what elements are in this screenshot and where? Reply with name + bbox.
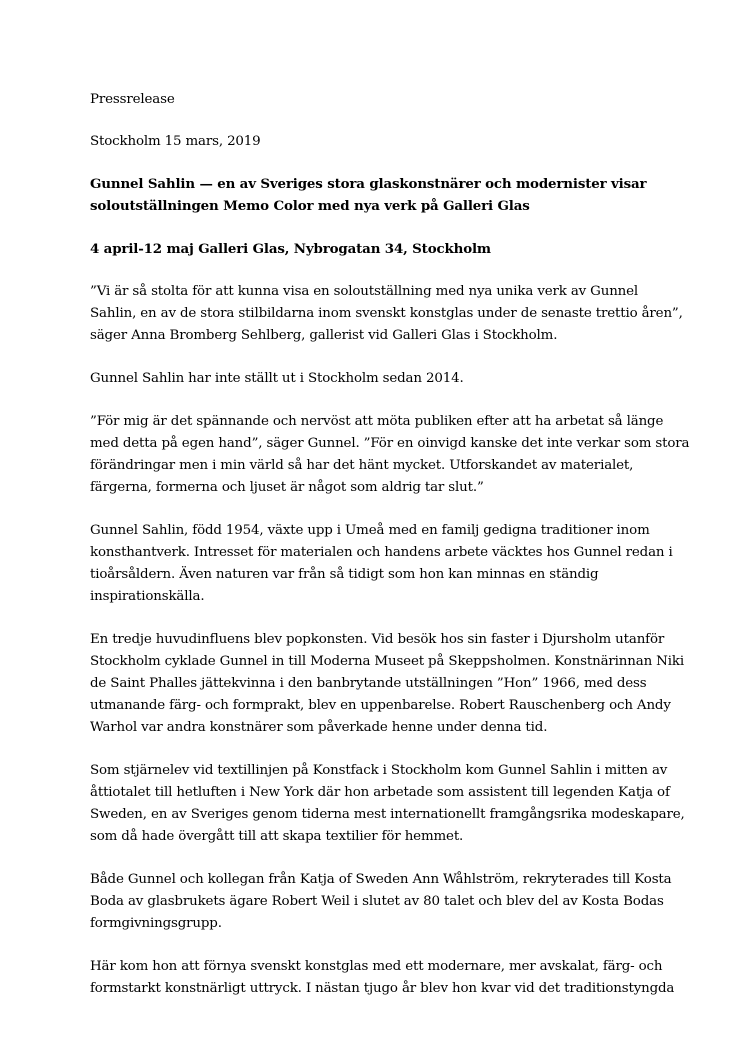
body-paragraph	[90, 411, 690, 499]
paragraph-line: säger Anna Bromberg Sehlberg, gallerist vid Galleri Glas i Stockholm.	[90, 328, 558, 343]
paragraph-line: Gunnel Sahlin, född 1954, växte upp i Umeå med en familj gedigna traditioner inom	[90, 523, 650, 538]
body-paragraph	[90, 760, 685, 848]
paragraph-line: inspirationskälla.	[90, 589, 205, 604]
paragraph-line: Som stjärnelev vid textillinjen på Konstfack i Stockholm kom Gunnel Sahlin i mitten av	[90, 763, 668, 778]
paragraph-line: ”Vi är så stolta för att kunna visa en soloutställning med nya unika verk av Gunnel	[90, 284, 639, 299]
paragraph-line: de Saint Phalles jättekvinna i den banbrytande utställningen ”Hon” 1966, med dess	[90, 676, 647, 691]
body-paragraph	[90, 368, 670, 390]
body-paragraph	[90, 281, 683, 347]
paragraph-line: En tredje huvudinfluens blev popkonsten. Vid besök hos sin faster i Djursholm utanför	[90, 632, 665, 647]
paragraph-line: Warhol var andra konstnärer som påverkade henne under denna tid.	[90, 720, 548, 735]
paragraph-line: som då hade övergått till att skapa textilier för hemmet.	[90, 829, 464, 844]
document-label	[90, 89, 670, 111]
event-line	[90, 238, 670, 260]
paragraph-line: Boda av glasbrukets ägare Robert Weil i slutet av 80 talet och blev del av Kosta Bodas	[90, 894, 664, 909]
headline-line: soloutställningen Memo Color med nya verk på Galleri Glas	[90, 198, 530, 214]
headline	[90, 173, 670, 217]
document-label-text: Pressrelease	[90, 92, 175, 107]
paragraph-line: förändringar men i min värld så har det hänt mycket. Utforskandet av materialet,	[90, 458, 634, 473]
paragraph-line: Stockholm cyklade Gunnel in till Moderna Museet på Skeppsholmen. Konstnärinnan Niki	[90, 654, 684, 669]
paragraph-line: med detta på egen hand”, säger Gunnel. ”För en oinvigd kanske det inte verkar som stora	[90, 436, 690, 451]
body-paragraph	[90, 629, 684, 739]
headline-line: Gunnel Sahlin — en av Sveriges stora glaskonstnärer och modernister visar	[90, 176, 647, 192]
dateline-text: Stockholm 15 mars, 2019	[90, 134, 261, 149]
dateline	[90, 131, 670, 153]
paragraph-line: konsthantverk. Intresset för materialen och handens arbete väcktes hos Gunnel redan i	[90, 545, 673, 560]
body-paragraph	[90, 956, 675, 1000]
paragraph-line: färgerna, formerna och ljuset är något som aldrig tar slut.”	[90, 480, 484, 495]
paragraph-line: Gunnel Sahlin har inte ställt ut i Stockholm sedan 2014.	[90, 371, 464, 386]
paragraph-line: Sweden, en av Sveriges genom tiderna mest internationellt framgångsrika modeskapare,	[90, 807, 685, 822]
body-paragraph	[90, 869, 670, 935]
paragraph-line: formstarkt konstnärligt uttryck. I nästan tjugo år blev hon kvar vid det traditionstyngda	[90, 981, 675, 996]
paragraph-line: formgivningsgrupp.	[90, 916, 222, 931]
event-line-text: 4 april-12 maj Galleri Glas, Nybrogatan 34, Stockholm	[90, 241, 491, 257]
paragraph-line: Sahlin, en av de stora stilbildarna inom svenskt konstglas under de senaste trettio åren”,	[90, 306, 683, 321]
paragraph-line: utmanande färg- och formprakt, blev en uppenbarelse. Robert Rauschenberg och Andy	[90, 698, 671, 713]
paragraph-line: ”För mig är det spännande och nervöst att möta publiken efter att ha arbetat så länge	[90, 414, 664, 429]
document-page	[90, 89, 690, 1000]
paragraph-line: tioårsåldern. Även naturen var från så tidigt som hon kan minnas en ständig	[90, 567, 599, 582]
body-paragraph	[90, 520, 673, 608]
paragraph-line: Både Gunnel och kollegan från Katja of Sweden Ann Wåhlström, rekryterades till Kosta	[90, 872, 672, 887]
paragraph-line: åttiotalet till hetluften i New York där hon arbetade som assistent till legenden Katja of	[90, 785, 670, 800]
paragraph-line: Här kom hon att förnya svenskt konstglas med ett modernare, mer avskalat, färg- och	[90, 959, 663, 974]
